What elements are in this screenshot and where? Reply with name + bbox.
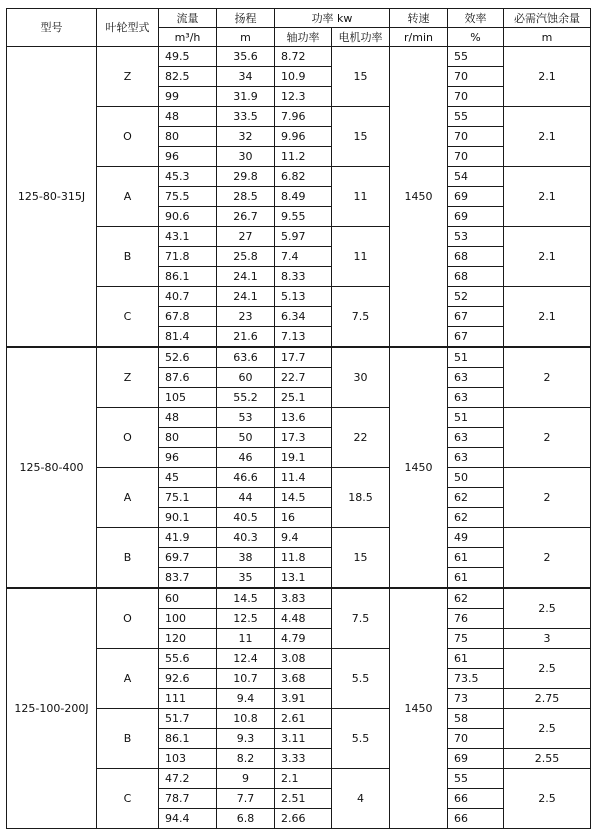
head-cell: 33.5 bbox=[217, 107, 275, 127]
shaft-power-cell: 10.9 bbox=[275, 67, 332, 87]
flow-cell: 82.5 bbox=[159, 67, 217, 87]
shaft-power-cell: 3.83 bbox=[275, 588, 332, 609]
efficiency-cell: 61 bbox=[448, 568, 504, 589]
efficiency-cell: 49 bbox=[448, 528, 504, 548]
head-cell: 9 bbox=[217, 769, 275, 789]
impeller-type-cell: B bbox=[97, 528, 159, 589]
head-cell: 10.8 bbox=[217, 709, 275, 729]
flow-cell: 48 bbox=[159, 408, 217, 428]
head-cell: 24.1 bbox=[217, 267, 275, 287]
shaft-power-cell: 9.96 bbox=[275, 127, 332, 147]
head-cell: 46.6 bbox=[217, 468, 275, 488]
flow-cell: 90.1 bbox=[159, 508, 217, 528]
efficiency-cell: 69 bbox=[448, 749, 504, 769]
head-cell: 40.5 bbox=[217, 508, 275, 528]
flow-cell: 96 bbox=[159, 448, 217, 468]
head-cell: 27 bbox=[217, 227, 275, 247]
motor-power-cell: 15 bbox=[332, 47, 390, 107]
efficiency-cell: 69 bbox=[448, 207, 504, 227]
flow-cell: 92.6 bbox=[159, 669, 217, 689]
shaft-power-cell: 5.97 bbox=[275, 227, 332, 247]
header-head: 扬程 bbox=[217, 9, 275, 28]
efficiency-cell: 68 bbox=[448, 267, 504, 287]
head-cell: 9.4 bbox=[217, 689, 275, 709]
model-cell: 125-80-400 bbox=[7, 347, 97, 588]
motor-power-cell: 18.5 bbox=[332, 468, 390, 528]
header-row-1 bbox=[7, 9, 591, 28]
flow-cell: 111 bbox=[159, 689, 217, 709]
efficiency-cell: 70 bbox=[448, 127, 504, 147]
shaft-power-cell: 8.33 bbox=[275, 267, 332, 287]
efficiency-cell: 63 bbox=[448, 388, 504, 408]
efficiency-cell: 55 bbox=[448, 769, 504, 789]
efficiency-cell: 51 bbox=[448, 347, 504, 368]
head-cell: 31.9 bbox=[217, 87, 275, 107]
head-cell: 28.5 bbox=[217, 187, 275, 207]
flow-cell: 40.7 bbox=[159, 287, 217, 307]
flow-cell: 80 bbox=[159, 428, 217, 448]
flow-cell: 94.4 bbox=[159, 809, 217, 829]
efficiency-cell: 63 bbox=[448, 368, 504, 388]
header-npsh-unit: m bbox=[504, 28, 591, 47]
efficiency-cell: 61 bbox=[448, 548, 504, 568]
shaft-power-cell: 11.4 bbox=[275, 468, 332, 488]
head-cell: 35 bbox=[217, 568, 275, 589]
head-cell: 40.3 bbox=[217, 528, 275, 548]
header-motor-power: 电机功率 bbox=[332, 28, 390, 47]
motor-power-cell: 30 bbox=[332, 347, 390, 408]
speed-cell: 1450 bbox=[390, 588, 448, 829]
head-cell: 24.1 bbox=[217, 287, 275, 307]
npsh-cell: 2.1 bbox=[504, 287, 591, 348]
npsh-cell: 2 bbox=[504, 528, 591, 589]
shaft-power-cell: 3.08 bbox=[275, 649, 332, 669]
impeller-type-cell: O bbox=[97, 107, 159, 167]
motor-power-cell: 22 bbox=[332, 408, 390, 468]
npsh-cell: 2.1 bbox=[504, 107, 591, 167]
header-model: 型号 bbox=[7, 9, 97, 47]
flow-cell: 75.1 bbox=[159, 488, 217, 508]
npsh-cell: 2.5 bbox=[504, 769, 591, 829]
npsh-cell: 2.5 bbox=[504, 588, 591, 629]
flow-cell: 55.6 bbox=[159, 649, 217, 669]
efficiency-cell: 66 bbox=[448, 789, 504, 809]
shaft-power-cell: 14.5 bbox=[275, 488, 332, 508]
flow-cell: 99 bbox=[159, 87, 217, 107]
shaft-power-cell: 13.6 bbox=[275, 408, 332, 428]
head-cell: 21.6 bbox=[217, 327, 275, 348]
impeller-type-cell: A bbox=[97, 167, 159, 227]
efficiency-cell: 73 bbox=[448, 689, 504, 709]
efficiency-cell: 73.5 bbox=[448, 669, 504, 689]
flow-cell: 47.2 bbox=[159, 769, 217, 789]
shaft-power-cell: 11.8 bbox=[275, 548, 332, 568]
shaft-power-cell: 22.7 bbox=[275, 368, 332, 388]
flow-cell: 51.7 bbox=[159, 709, 217, 729]
shaft-power-cell: 11.2 bbox=[275, 147, 332, 167]
head-cell: 26.7 bbox=[217, 207, 275, 227]
efficiency-cell: 66 bbox=[448, 809, 504, 829]
flow-cell: 83.7 bbox=[159, 568, 217, 589]
efficiency-cell: 50 bbox=[448, 468, 504, 488]
efficiency-cell: 75 bbox=[448, 629, 504, 649]
pump-performance-table bbox=[6, 8, 591, 829]
flow-cell: 100 bbox=[159, 609, 217, 629]
shaft-power-cell: 7.4 bbox=[275, 247, 332, 267]
npsh-cell: 3 bbox=[504, 629, 591, 649]
flow-cell: 43.1 bbox=[159, 227, 217, 247]
motor-power-cell: 5.5 bbox=[332, 649, 390, 709]
shaft-power-cell: 9.55 bbox=[275, 207, 332, 227]
table-row bbox=[7, 347, 591, 368]
table-row bbox=[7, 47, 591, 67]
head-cell: 30 bbox=[217, 147, 275, 167]
flow-cell: 105 bbox=[159, 388, 217, 408]
flow-cell: 45.3 bbox=[159, 167, 217, 187]
head-cell: 7.7 bbox=[217, 789, 275, 809]
speed-cell: 1450 bbox=[390, 47, 448, 348]
efficiency-cell: 67 bbox=[448, 307, 504, 327]
shaft-power-cell: 12.3 bbox=[275, 87, 332, 107]
flow-cell: 87.6 bbox=[159, 368, 217, 388]
header-flow: 流量 bbox=[159, 9, 217, 28]
impeller-type-cell: Z bbox=[97, 347, 159, 408]
motor-power-cell: 7.5 bbox=[332, 287, 390, 348]
flow-cell: 69.7 bbox=[159, 548, 217, 568]
flow-cell: 71.8 bbox=[159, 247, 217, 267]
flow-cell: 96 bbox=[159, 147, 217, 167]
efficiency-cell: 70 bbox=[448, 729, 504, 749]
head-cell: 38 bbox=[217, 548, 275, 568]
shaft-power-cell: 7.13 bbox=[275, 327, 332, 348]
head-cell: 10.7 bbox=[217, 669, 275, 689]
shaft-power-cell: 2.51 bbox=[275, 789, 332, 809]
npsh-cell: 2 bbox=[504, 468, 591, 528]
efficiency-cell: 62 bbox=[448, 488, 504, 508]
motor-power-cell: 4 bbox=[332, 769, 390, 829]
shaft-power-cell: 8.72 bbox=[275, 47, 332, 67]
head-cell: 25.8 bbox=[217, 247, 275, 267]
impeller-type-cell: C bbox=[97, 769, 159, 829]
npsh-cell: 2.5 bbox=[504, 649, 591, 689]
shaft-power-cell: 16 bbox=[275, 508, 332, 528]
shaft-power-cell: 6.34 bbox=[275, 307, 332, 327]
head-cell: 44 bbox=[217, 488, 275, 508]
head-cell: 12.5 bbox=[217, 609, 275, 629]
npsh-cell: 2 bbox=[504, 347, 591, 408]
shaft-power-cell: 4.79 bbox=[275, 629, 332, 649]
header-flow-unit: m³/h bbox=[159, 28, 217, 47]
shaft-power-cell: 13.1 bbox=[275, 568, 332, 589]
table-row bbox=[7, 588, 591, 609]
head-cell: 60 bbox=[217, 368, 275, 388]
impeller-type-cell: Z bbox=[97, 47, 159, 107]
efficiency-cell: 70 bbox=[448, 67, 504, 87]
flow-cell: 52.6 bbox=[159, 347, 217, 368]
flow-cell: 103 bbox=[159, 749, 217, 769]
header-power: 功率 kw bbox=[275, 9, 390, 28]
flow-cell: 86.1 bbox=[159, 729, 217, 749]
efficiency-cell: 70 bbox=[448, 87, 504, 107]
head-cell: 53 bbox=[217, 408, 275, 428]
head-cell: 63.6 bbox=[217, 347, 275, 368]
impeller-type-cell: A bbox=[97, 468, 159, 528]
efficiency-cell: 51 bbox=[448, 408, 504, 428]
npsh-cell: 2.5 bbox=[504, 709, 591, 749]
flow-cell: 48 bbox=[159, 107, 217, 127]
shaft-power-cell: 6.82 bbox=[275, 167, 332, 187]
efficiency-cell: 70 bbox=[448, 147, 504, 167]
model-cell: 125-100-200J bbox=[7, 588, 97, 829]
flow-cell: 120 bbox=[159, 629, 217, 649]
header-head-unit: m bbox=[217, 28, 275, 47]
head-cell: 11 bbox=[217, 629, 275, 649]
shaft-power-cell: 25.1 bbox=[275, 388, 332, 408]
efficiency-cell: 62 bbox=[448, 508, 504, 528]
head-cell: 32 bbox=[217, 127, 275, 147]
shaft-power-cell: 4.48 bbox=[275, 609, 332, 629]
impeller-type-cell: C bbox=[97, 287, 159, 348]
efficiency-cell: 55 bbox=[448, 47, 504, 67]
head-cell: 23 bbox=[217, 307, 275, 327]
flow-cell: 41.9 bbox=[159, 528, 217, 548]
flow-cell: 90.6 bbox=[159, 207, 217, 227]
head-cell: 8.2 bbox=[217, 749, 275, 769]
flow-cell: 60 bbox=[159, 588, 217, 609]
head-cell: 29.8 bbox=[217, 167, 275, 187]
motor-power-cell: 15 bbox=[332, 107, 390, 167]
shaft-power-cell: 17.3 bbox=[275, 428, 332, 448]
efficiency-cell: 54 bbox=[448, 167, 504, 187]
flow-cell: 78.7 bbox=[159, 789, 217, 809]
npsh-cell: 2.1 bbox=[504, 47, 591, 107]
npsh-cell: 2.55 bbox=[504, 749, 591, 769]
head-cell: 14.5 bbox=[217, 588, 275, 609]
flow-cell: 49.5 bbox=[159, 47, 217, 67]
head-cell: 50 bbox=[217, 428, 275, 448]
header-speed-unit: r/min bbox=[390, 28, 448, 47]
shaft-power-cell: 7.96 bbox=[275, 107, 332, 127]
flow-cell: 67.8 bbox=[159, 307, 217, 327]
flow-cell: 80 bbox=[159, 127, 217, 147]
model-cell: 125-80-315J bbox=[7, 47, 97, 348]
efficiency-cell: 53 bbox=[448, 227, 504, 247]
head-cell: 34 bbox=[217, 67, 275, 87]
motor-power-cell: 11 bbox=[332, 167, 390, 227]
flow-cell: 86.1 bbox=[159, 267, 217, 287]
impeller-type-cell: O bbox=[97, 408, 159, 468]
npsh-cell: 2.1 bbox=[504, 167, 591, 227]
efficiency-cell: 67 bbox=[448, 327, 504, 348]
head-cell: 46 bbox=[217, 448, 275, 468]
flow-cell: 81.4 bbox=[159, 327, 217, 348]
efficiency-cell: 76 bbox=[448, 609, 504, 629]
motor-power-cell: 11 bbox=[332, 227, 390, 287]
head-cell: 35.6 bbox=[217, 47, 275, 67]
efficiency-cell: 55 bbox=[448, 107, 504, 127]
shaft-power-cell: 2.66 bbox=[275, 809, 332, 829]
impeller-type-cell: A bbox=[97, 649, 159, 709]
efficiency-cell: 69 bbox=[448, 187, 504, 207]
efficiency-cell: 68 bbox=[448, 247, 504, 267]
npsh-cell: 2.1 bbox=[504, 227, 591, 287]
flow-cell: 45 bbox=[159, 468, 217, 488]
head-cell: 12.4 bbox=[217, 649, 275, 669]
shaft-power-cell: 3.11 bbox=[275, 729, 332, 749]
header-eff-unit: % bbox=[448, 28, 504, 47]
shaft-power-cell: 3.68 bbox=[275, 669, 332, 689]
npsh-cell: 2.75 bbox=[504, 689, 591, 709]
shaft-power-cell: 2.61 bbox=[275, 709, 332, 729]
efficiency-cell: 61 bbox=[448, 649, 504, 669]
efficiency-cell: 62 bbox=[448, 588, 504, 609]
shaft-power-cell: 2.1 bbox=[275, 769, 332, 789]
head-cell: 55.2 bbox=[217, 388, 275, 408]
motor-power-cell: 15 bbox=[332, 528, 390, 589]
efficiency-cell: 58 bbox=[448, 709, 504, 729]
efficiency-cell: 52 bbox=[448, 287, 504, 307]
shaft-power-cell: 9.4 bbox=[275, 528, 332, 548]
head-cell: 9.3 bbox=[217, 729, 275, 749]
shaft-power-cell: 17.7 bbox=[275, 347, 332, 368]
impeller-type-cell: B bbox=[97, 227, 159, 287]
header-shaft-power: 轴功率 bbox=[275, 28, 332, 47]
header-impeller: 叶轮型式 bbox=[97, 9, 159, 47]
efficiency-cell: 63 bbox=[448, 448, 504, 468]
efficiency-cell: 63 bbox=[448, 428, 504, 448]
header-efficiency: 效率 bbox=[448, 9, 504, 28]
head-cell: 6.8 bbox=[217, 809, 275, 829]
header-speed: 转速 bbox=[390, 9, 448, 28]
shaft-power-cell: 19.1 bbox=[275, 448, 332, 468]
flow-cell: 75.5 bbox=[159, 187, 217, 207]
shaft-power-cell: 3.33 bbox=[275, 749, 332, 769]
shaft-power-cell: 5.13 bbox=[275, 287, 332, 307]
motor-power-cell: 5.5 bbox=[332, 709, 390, 769]
npsh-cell: 2 bbox=[504, 408, 591, 468]
motor-power-cell: 7.5 bbox=[332, 588, 390, 649]
shaft-power-cell: 8.49 bbox=[275, 187, 332, 207]
header-npsh: 必需汽蚀余量 bbox=[504, 9, 591, 28]
impeller-type-cell: O bbox=[97, 588, 159, 649]
speed-cell: 1450 bbox=[390, 347, 448, 588]
shaft-power-cell: 3.91 bbox=[275, 689, 332, 709]
impeller-type-cell: B bbox=[97, 709, 159, 769]
